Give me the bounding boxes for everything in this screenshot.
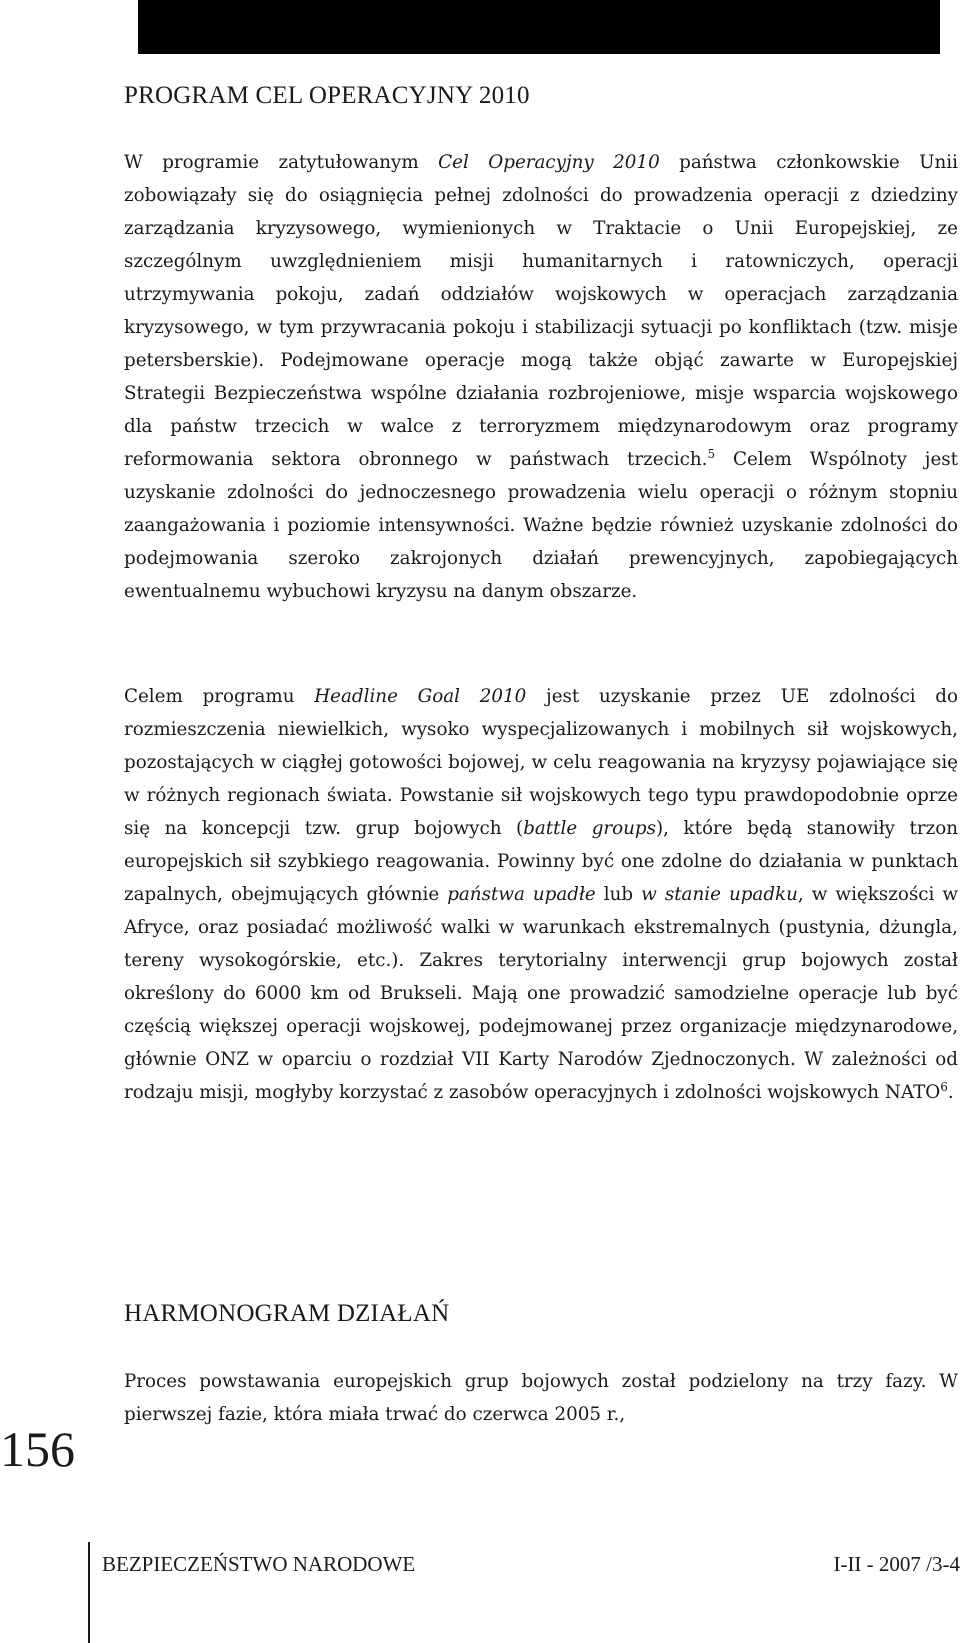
paragraph-program-2: Celem programu Headline Goal 2010 jest uzyskanie przez UE zdolności do rozmieszczenia niewielkich, wysoko wyspecjalizowanych i mobilnych sił wojskowych, pozostających w ciągłej gotowości bojowej, w celu reagowania na kryzysy pojawiające się w różnych regionach świata. Powstanie sił wojskowych tego typu prawdopodobnie oprze się na koncepcji tzw. grup bojowych (battle groups), które będą stanowiły trzon europejskich sił szybkiego reagowania. Powinny być one zdolne do działania w punktach zapalnych, obejmujących głównie państwa upadłe lub w stanie upadku, w większości w Afryce, oraz posiadać możliwość walki w warunkach ekstremalnych (pustynia, dżungla, tereny wysokogórskie, etc.). Zakres terytorialny interwencji grup bojowych został określony do 6000 km od Brukseli. Mają one prowadzić samodzielne operacje lub być częścią większej operacji wojskowej, podejmowanej przez organizacje międzynarodowe, głównie ONZ w oparciu o rozdział VII Karty Narodów Zjednoczonych. W zależności od rodzaju misji, mogłyby korzystać z zasobów operacyjnych i zdolności wojskowych NATO$^6$. bbox=[124, 686, 959, 1103]
section-heading-harmonogram: HARMONOGRAM DZIAŁAŃ bbox=[124, 1300, 450, 1327]
program-title-italic: Cel Operacyjny 2010 bbox=[438, 152, 660, 173]
footnote-ref-5[interactable]: 5 bbox=[707, 446, 716, 461]
section-heading-program: PROGRAM CEL OPERACYJNY 2010 bbox=[124, 82, 530, 109]
battle-groups-italic: battle groups bbox=[523, 818, 657, 839]
failing-states-italic: w stanie upadku bbox=[641, 884, 798, 905]
paragraph-program-1: W programie zatytułowanym Cel Operacyjny 2010 państwa członkowskie Unii zobowiązały się do osiągnięcia pełnej zdolności do prowadzenia operacji z dziedziny zarządzania kryzysowego, wymienionych w Traktacie o Unii Europejskiej, ze szczególnym uwzględnieniem misji humanitarnych i ratowniczych, operacji utrzymywania pokoju, zadań oddziałów wojskowych w operacjach zarządzania kryzysowego, w tym przywracania pokoju i stabilizacji sytuacji po konfliktach (tzw. misje petersberskie). Podejmowane operacje mogą także objąć zawarte w Europejskiej Strategii Bezpieczeństwa wspólne działania rozbrojeniowe, misje wsparcia wojskowego dla państw trzecich w walce z terroryzmem międzynarodowym oraz programy reformowania sektora obronnego w państwach trzecich.$^5$ Celem Wspólnoty jest uzyskanie zdolności do jednoczesnego prowadzenia wielu operacji o różnym stopniu zaangażowania i poziomie intensywności. Ważne będzie również uzyskanie zdolności do podejmowania szeroko zakrojonych działań prewencyjnych, zapobiegających ewentualnemu wybuchowi kryzysu na danym obszarze. bbox=[124, 152, 958, 602]
paragraph-harmonogram-1: Proces powstawania europejskich grup bojowych został podzielony na trzy fazy. W pierwszej fazie, która miała trwać do czerwca 2005 r., bbox=[124, 1371, 958, 1425]
failed-states-italic: państwa upadłe bbox=[447, 884, 596, 905]
footer-journal-title: BEZPIECZEŃSTWO NARODOWE bbox=[102, 1552, 416, 1576]
headline-goal-italic: Headline Goal 2010 bbox=[314, 686, 527, 707]
header-bar bbox=[138, 0, 940, 54]
footer-issue: I-II - 2007 /3-4 bbox=[833, 1552, 960, 1576]
footnote-ref-6[interactable]: 6 bbox=[940, 1079, 948, 1094]
footer-divider bbox=[88, 1542, 90, 1643]
page-number: 156 bbox=[0, 1421, 75, 1477]
